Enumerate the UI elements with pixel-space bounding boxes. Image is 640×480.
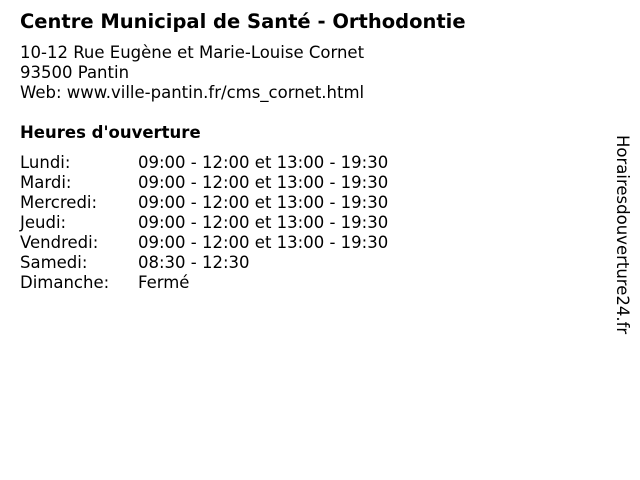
hours-row-wednesday <box>20 193 388 213</box>
hours-day: Dimanche: <box>20 273 110 292</box>
hours-table <box>20 153 388 293</box>
hours-time: 09:00 - 12:00 et 13:00 - 19:30 <box>138 193 389 212</box>
hours-day: Jeudi: <box>20 213 67 232</box>
hours-time: Fermé <box>138 273 190 292</box>
site-watermark: Horairesdouverture24.fr <box>613 135 632 335</box>
hours-row-sunday <box>20 273 388 293</box>
address-block <box>20 43 364 103</box>
hours-day: Samedi: <box>20 253 88 272</box>
address-street: 10-12 Rue Eugène et Marie-Louise Cornet <box>20 43 365 62</box>
hours-time: 08:30 - 12:30 <box>138 253 250 272</box>
hours-day: Mercredi: <box>20 193 98 212</box>
hours-day: Mardi: <box>20 173 72 192</box>
hours-row-tuesday <box>20 173 388 193</box>
hours-time: 09:00 - 12:00 et 13:00 - 19:30 <box>138 213 389 232</box>
hours-row-friday <box>20 233 388 253</box>
hours-row-saturday <box>20 253 388 273</box>
address-web: Web: www.ville-pantin.fr/cms_cornet.html <box>20 83 365 102</box>
hours-time: 09:00 - 12:00 et 13:00 - 19:30 <box>138 233 389 252</box>
hours-time: 09:00 - 12:00 et 13:00 - 19:30 <box>138 173 389 192</box>
hours-day: Vendredi: <box>20 233 99 252</box>
hours-time: 09:00 - 12:00 et 13:00 - 19:30 <box>138 153 389 172</box>
hours-row-monday <box>20 153 388 173</box>
page-title: Centre Municipal de Santé - Orthodontie <box>20 10 466 33</box>
hours-row-thursday <box>20 213 388 233</box>
hours-day: Lundi: <box>20 153 71 172</box>
hours-heading: Heures d'ouverture <box>20 123 201 142</box>
address-city: 93500 Pantin <box>20 63 130 82</box>
